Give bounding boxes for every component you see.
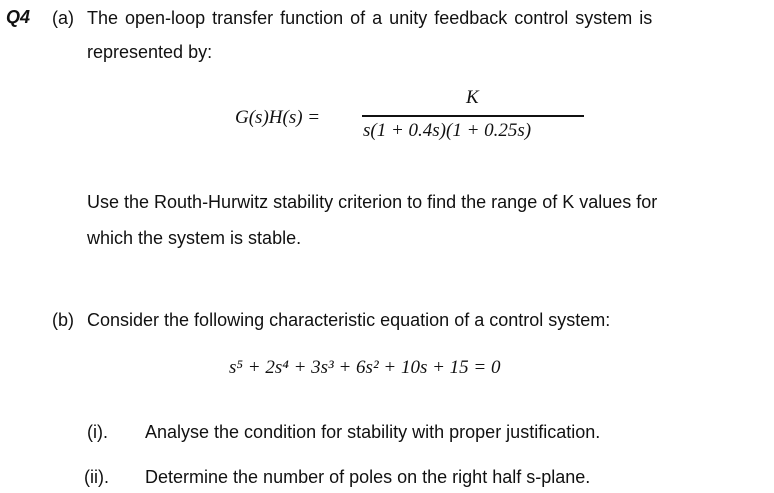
part-a-task-line2: which the system is stable. — [87, 228, 302, 248]
part-a-label: (a) — [52, 8, 74, 28]
lhs-text: G(s)H(s) = — [235, 107, 321, 128]
transfer-function-numerator: K — [466, 87, 479, 108]
fraction-bar — [362, 115, 584, 117]
part-a-task-line1: Use the Routh-Hurwitz stability criterion to find the range of K values for — [87, 192, 658, 212]
part-b-label: (b) — [52, 310, 74, 330]
item-ii-label: (ii). — [84, 467, 109, 487]
item-i-label: (i). — [87, 422, 108, 442]
part-b-intro: Consider the following characteristic equation of a control system: — [87, 310, 611, 330]
part-a-intro-line1: The open-loop transfer function of a unity feedback control system is — [87, 8, 653, 28]
item-ii-text: Determine the number of poles on the right half s-plane. — [145, 467, 591, 487]
item-i-text: Analyse the condition for stability with proper justification. — [145, 422, 601, 442]
part-a-intro-line2: represented by: — [87, 42, 213, 62]
transfer-function-denominator: s(1 + 0.4s)(1 + 0.25s) — [363, 120, 532, 141]
characteristic-equation: s⁵ + 2s⁴ + 3s³ + 6s² + 10s + 15 = 0 — [229, 357, 501, 378]
transfer-function-lhs — [235, 107, 320, 129]
question-number: Q4 — [6, 7, 31, 27]
